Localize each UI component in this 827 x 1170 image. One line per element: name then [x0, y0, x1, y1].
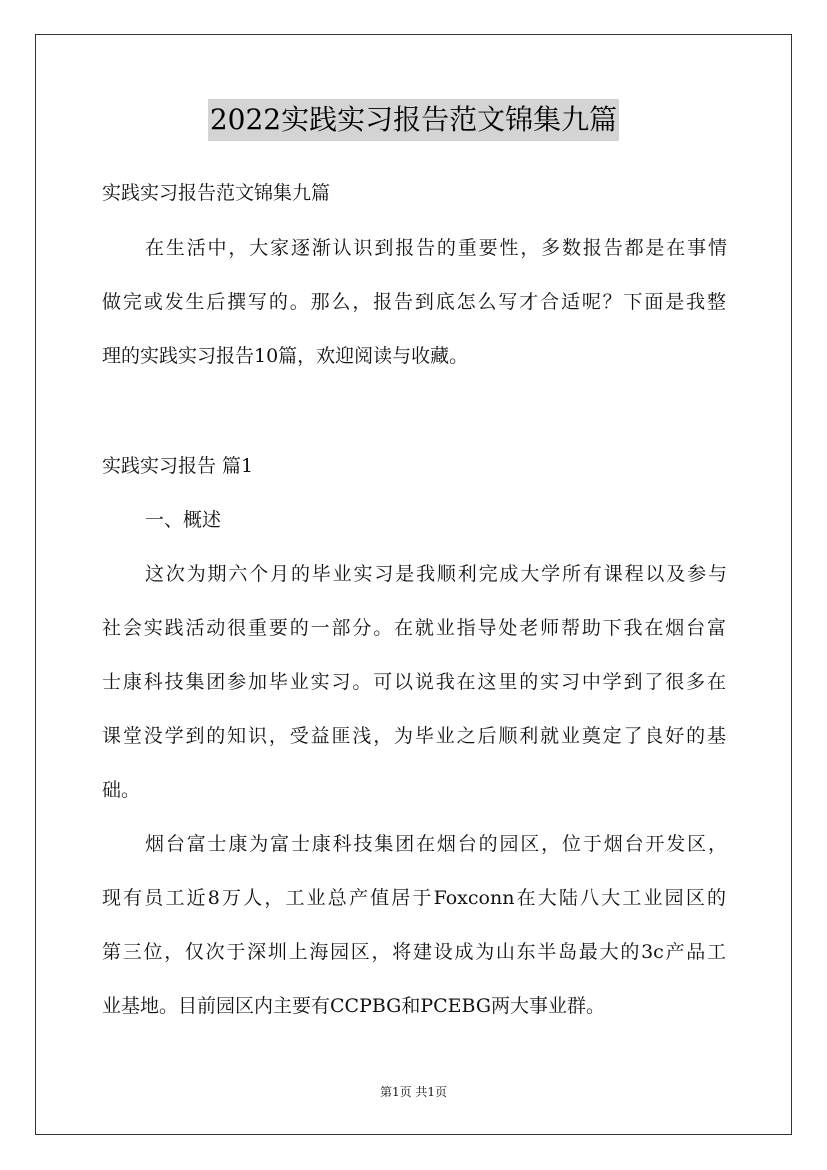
- intro-line-1: 在生活中，大家逐渐认识到报告的重要性，多数报告都是在事情: [145, 237, 727, 259]
- para2-line-3: 第三位，仅次于深圳上海园区，将建设成为山东半岛最大的3c产品工: [102, 941, 726, 963]
- sub-heading: 一、概述: [145, 509, 222, 531]
- para2-line-2: 现有员工近8万人，工业总产值居于Foxconn在大陆八大工业园区的: [102, 887, 726, 909]
- intro-line-2: 做完或发生后撰写的。那么，报告到底怎么写才合适呢？下面是我整: [102, 291, 726, 313]
- page-footer: 第1页 共1页: [379, 1085, 448, 1099]
- title-text: 2022实践实习报告范文锦集九篇: [208, 99, 619, 141]
- section-heading: 实践实习报告 篇1: [102, 455, 254, 477]
- para1-line-3: 士康科技集团参加毕业实习。可以说我在这里的实习中学到了很多在: [102, 671, 726, 693]
- para1-line-1: 这次为期六个月的毕业实习是我顺利完成大学所有课程以及参与: [145, 563, 727, 585]
- subtitle: 实践实习报告范文锦集九篇: [102, 182, 331, 204]
- document-title: [0, 99, 827, 141]
- para2-line-4: 业基地。目前园区内主要有CCPBG和PCEBG两大事业群。: [102, 995, 606, 1017]
- para1-line-5: 础。: [102, 779, 141, 801]
- intro-line-3: 理的实践实习报告10篇，欢迎阅读与收藏。: [102, 345, 469, 367]
- para1-line-2: 社会实践活动很重要的一部分。在就业指导处老师帮助下我在烟台富: [102, 617, 726, 639]
- para1-line-4: 课堂没学到的知识，受益匪浅，为毕业之后顺利就业奠定了良好的基: [102, 725, 726, 747]
- para2-line-1: 烟台富士康为富士康科技集团在烟台的园区，位于烟台开发区，: [145, 833, 727, 855]
